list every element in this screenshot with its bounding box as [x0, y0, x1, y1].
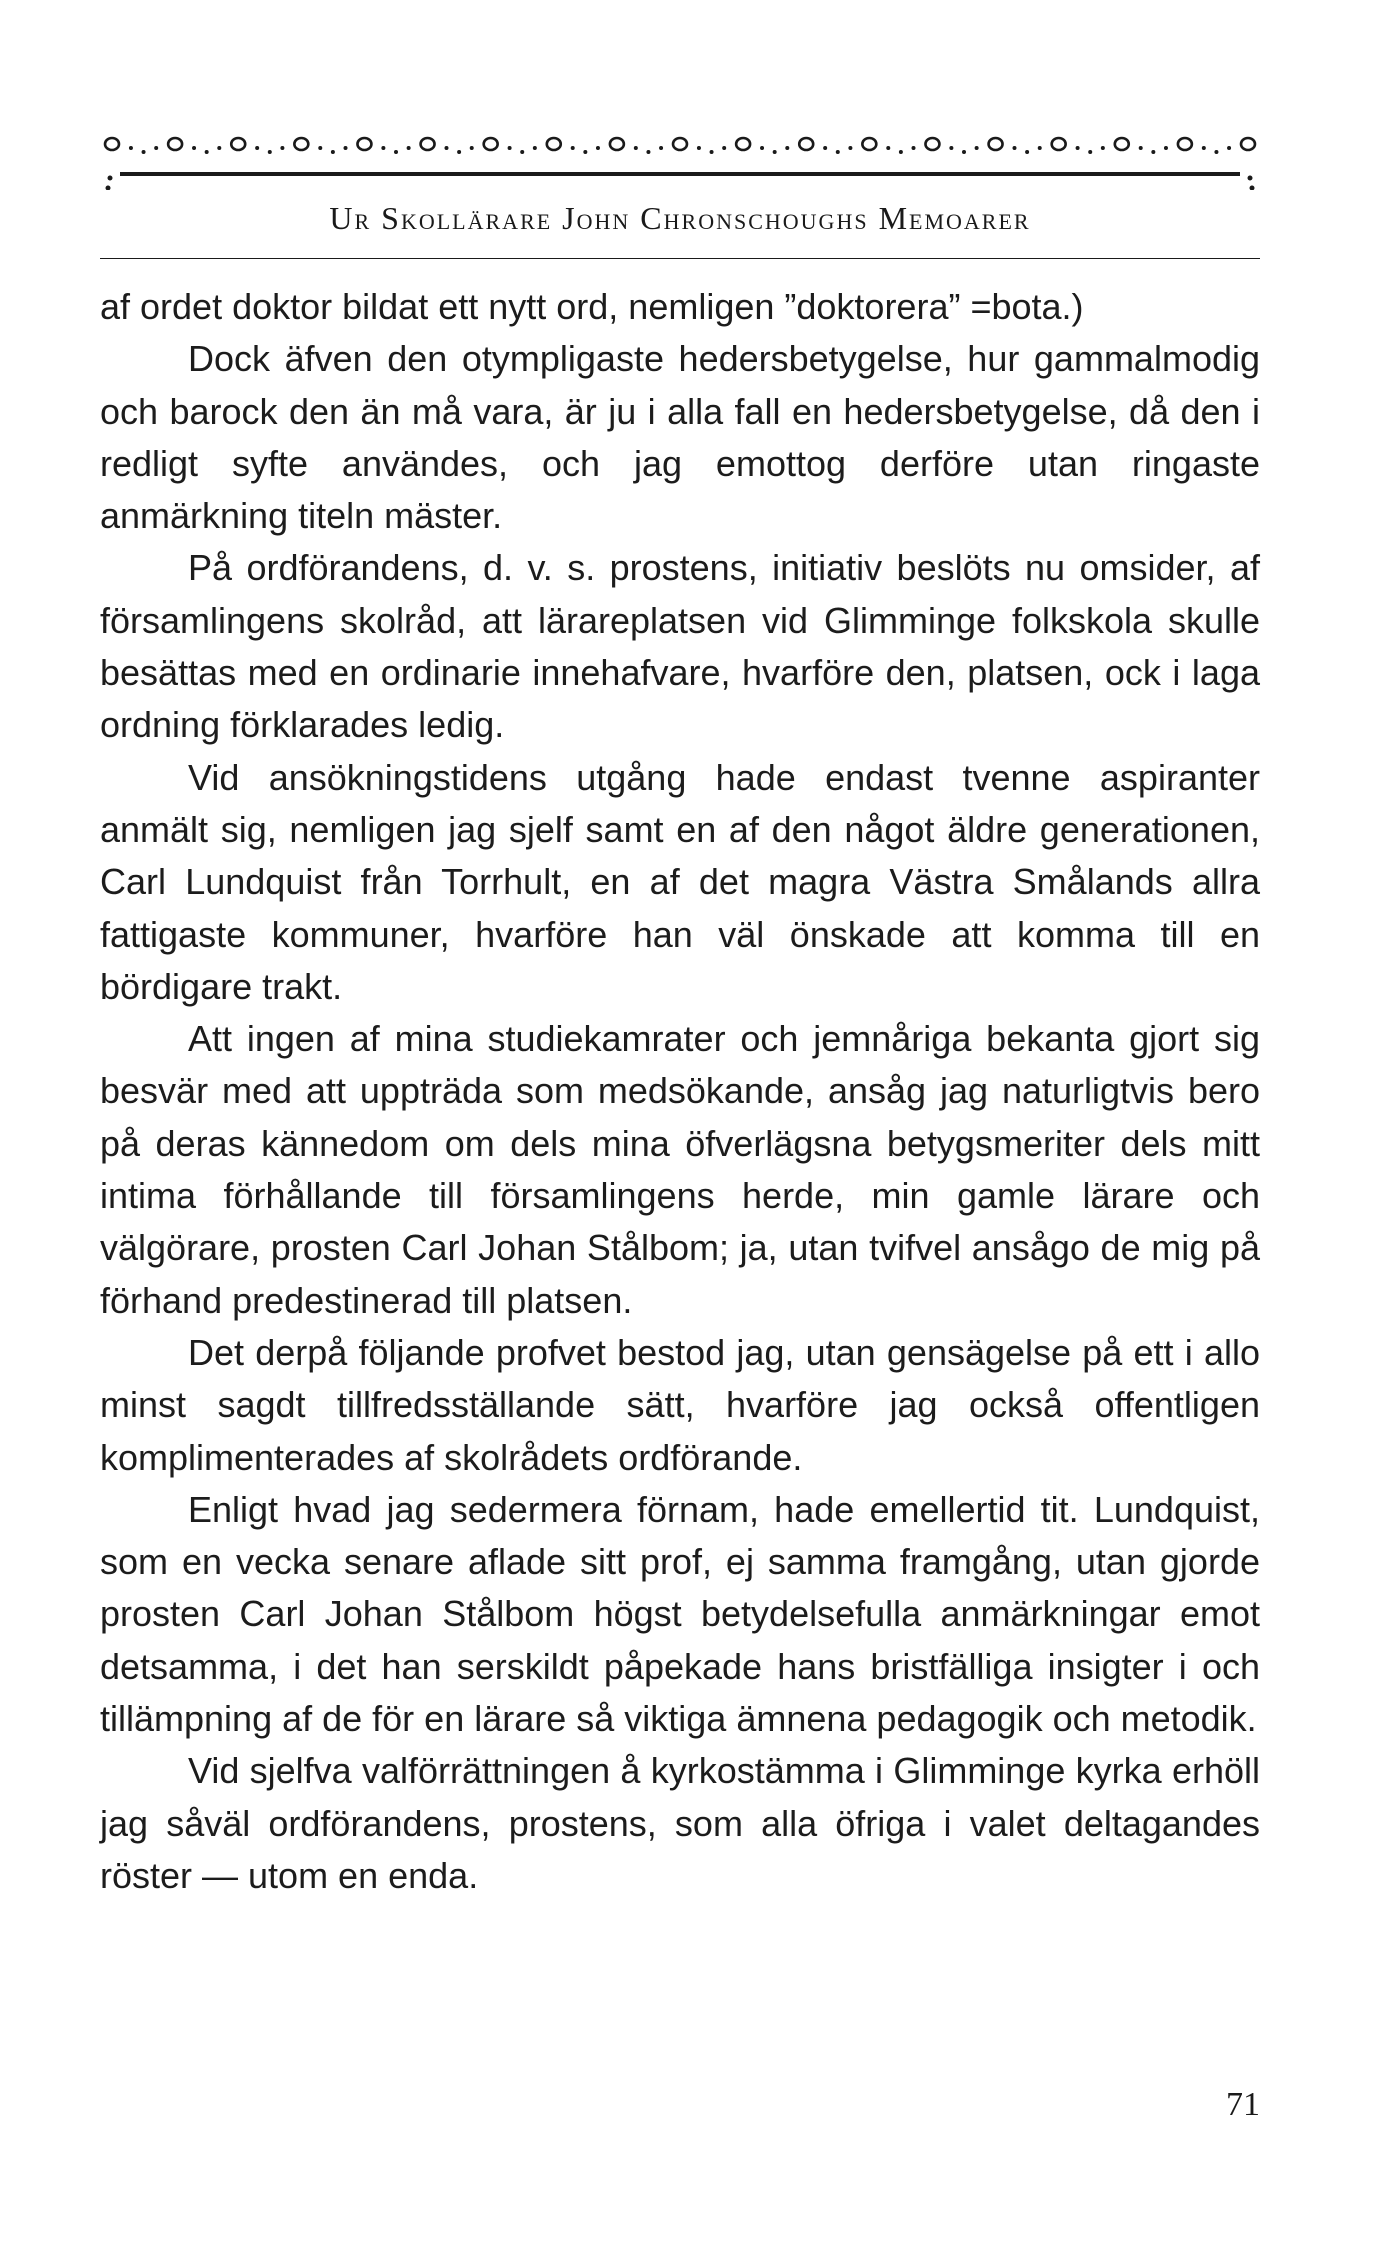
page-number: 71	[1226, 2086, 1260, 2123]
header-divider	[100, 258, 1260, 259]
body-text	[100, 281, 1260, 1902]
paragraph: Att ingen af mina studiekamrater och jemnåriga bekanta gjort sig besvär med att uppträda som medsökande, ansåg jag naturligtvis bero på deras kännedom om dels mina öfverlägsna betygsmeriter dels mitt intima förhållande till församlingens herde, min gamle lärare och välgörare, prosten Carl Johan Stålbom; ja, utan tvifvel ansågo de mig på förhand predestinerad till platsen.	[100, 1018, 1260, 1321]
paragraph: Enligt hvad jag sedermera förnam, hade emellertid tit. Lundquist, som en vecka senare aflade sitt prof, ej samma framgång, utan gjorde prosten Carl Johan Stålbom högst betydelsefulla anmärkningar emot detsamma, i det han serskildt påpekade hans bristfälliga insigter i och tillämpning af de för en lärare så viktiga ämnena pedagogik och metodik.	[100, 1488, 1260, 1740]
book-page	[100, 100, 1260, 1902]
paragraph: af ordet doktor bildat ett nytt ord, nemligen ”doktorera” =bota.)	[100, 286, 1084, 327]
ornamental-border	[100, 100, 1260, 190]
paragraph: Vid sjelfva valförrättningen å kyrkostämma i Glimminge kyrka erhöll jag såväl ordförandens, prostens, som alla öfriga i valet deltagandes röster — utom en enda.	[100, 1750, 1260, 1896]
running-title: Ur Skollärare John Chronschoughs Memoarer	[329, 200, 1031, 236]
paragraph: Vid ansökningstidens utgång hade endast tvenne aspiranter anmält sig, nemligen jag sjelf samt en af den något äldre generationen, Carl Lundquist från Torrhult, en af det magra Västra Smålands allra fattigaste kommuner, hvarföre han väl önskade att komma till en bördigare trakt.	[100, 756, 1260, 1007]
paragraph: Dock äfven den otympligaste hedersbetygelse, hur gammalmodig och barock den än må vara, är ju i alla fall en hedersbetygelse, då den i redligt syfte användes, och jag emottog derföre utan ringaste anmärkning titeln mäster.	[100, 338, 1260, 537]
paragraph: På ordförandens, d. v. s. prostens, initiativ beslöts nu omsider, af församlingens skolråd, att lärareplatsen vid Glimminge folkskola skulle besättas med en ordinarie innehafvare, hvarföre den, platsen, ock i laga ordning förklarades ledig.	[100, 547, 1260, 746]
paragraph: Det derpå följande profvet bestod jag, utan gensägelse på ett i allo minst sagdt tillfredsställande sätt, hvarföre jag också offentligen komplimenterades af skolrådets ordförande.	[100, 1331, 1260, 1478]
